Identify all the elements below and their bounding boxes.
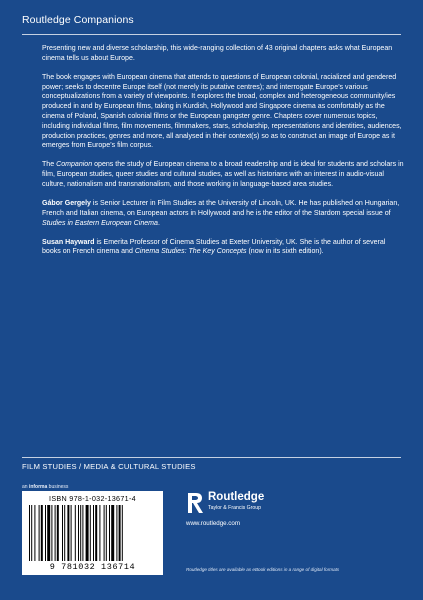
- companion-em: Companion: [56, 161, 93, 169]
- publisher-name: Routledge: [208, 491, 265, 503]
- book-title: Cinema Studies: The Key Concepts: [134, 248, 247, 256]
- blurb-description: The book engages with European cinema that attends to questions of European colonial, racialized and gendered power; seeks to decentre Europe itself (not merely its putative centres); and interrogate Europe’s various conceptualizations from a variety of viewpoints. It explores the broad, complex and heterogeneous community/ies produced in and by European films, taking in Kurdish, Hollywood and Singapore cinema as comfortably as the cinema of Poland, Spanish colonial films or the European gangster genre. Chapters cover numerous topics, including individual films, film movements, filmmakers, stars, scholarship, representations and identities, audiences, production practices, genres and more, all analysed in their context(s) so as to construct an image of Europe as it emerges from Europe’s film corpus.: [42, 73, 402, 150]
- series-title: Routledge Companions: [22, 14, 134, 26]
- isbn-barcode: [22, 491, 163, 575]
- publisher-group: Taylor & Francis Group: [208, 505, 262, 511]
- top-divider: [22, 34, 401, 35]
- subject-category: FILM STUDIES / MEDIA & CULTURAL STUDIES: [22, 462, 196, 471]
- isbn-text: ISBN 978-1-032-13671-4: [49, 494, 136, 503]
- publisher-url: www.routledge.com: [186, 520, 240, 527]
- author-name: Susan Hayward: [42, 238, 95, 246]
- subject-divider: [22, 457, 401, 458]
- barcode-digits: 9 781032 136714: [49, 562, 136, 572]
- barcode-bars: [29, 505, 156, 561]
- author-bio-gergely: Gábor Gergely is Senior Lecturer in Film Studies at the University of Lincoln, UK. He has published on Hungarian, French and Italian cinema, on European actors in Hollywood and he is the editor of the Stardom special issue of Studies in Eastern European Cinema.: [42, 199, 400, 227]
- blurb-audience: The Companion opens the study of European cinema to a broad readership and is ideal for students and scholars in film, European studies, queer studies and cultural studies, as well as historians with an interest in audio-visual culture, nationalism and transnationalism, and those working in language-based area studies.: [42, 161, 404, 188]
- author-name: Gábor Gergely: [42, 199, 91, 207]
- back-cover-blurb: [42, 44, 404, 266]
- routledge-logo-icon: [186, 492, 204, 514]
- journal-title: Studies in Eastern European Cinema: [42, 219, 158, 227]
- blurb-intro: Presenting new and diverse scholarship, this wide-ranging collection of 43 original chapters asks what European cinema tells us about Europe.: [42, 45, 393, 62]
- author-bio-hayward: Susan Hayward is Emerita Professor of Cinema Studies at Exeter University, UK. She is the author of several books on French cinema and Cinema Studies: The Key Concepts (now in its sixth edition).: [42, 238, 386, 256]
- ebook-note: Routledge titles are available as eBook editions in a range of digital formats: [186, 567, 340, 572]
- informa-business-line: an informa business: [22, 484, 69, 490]
